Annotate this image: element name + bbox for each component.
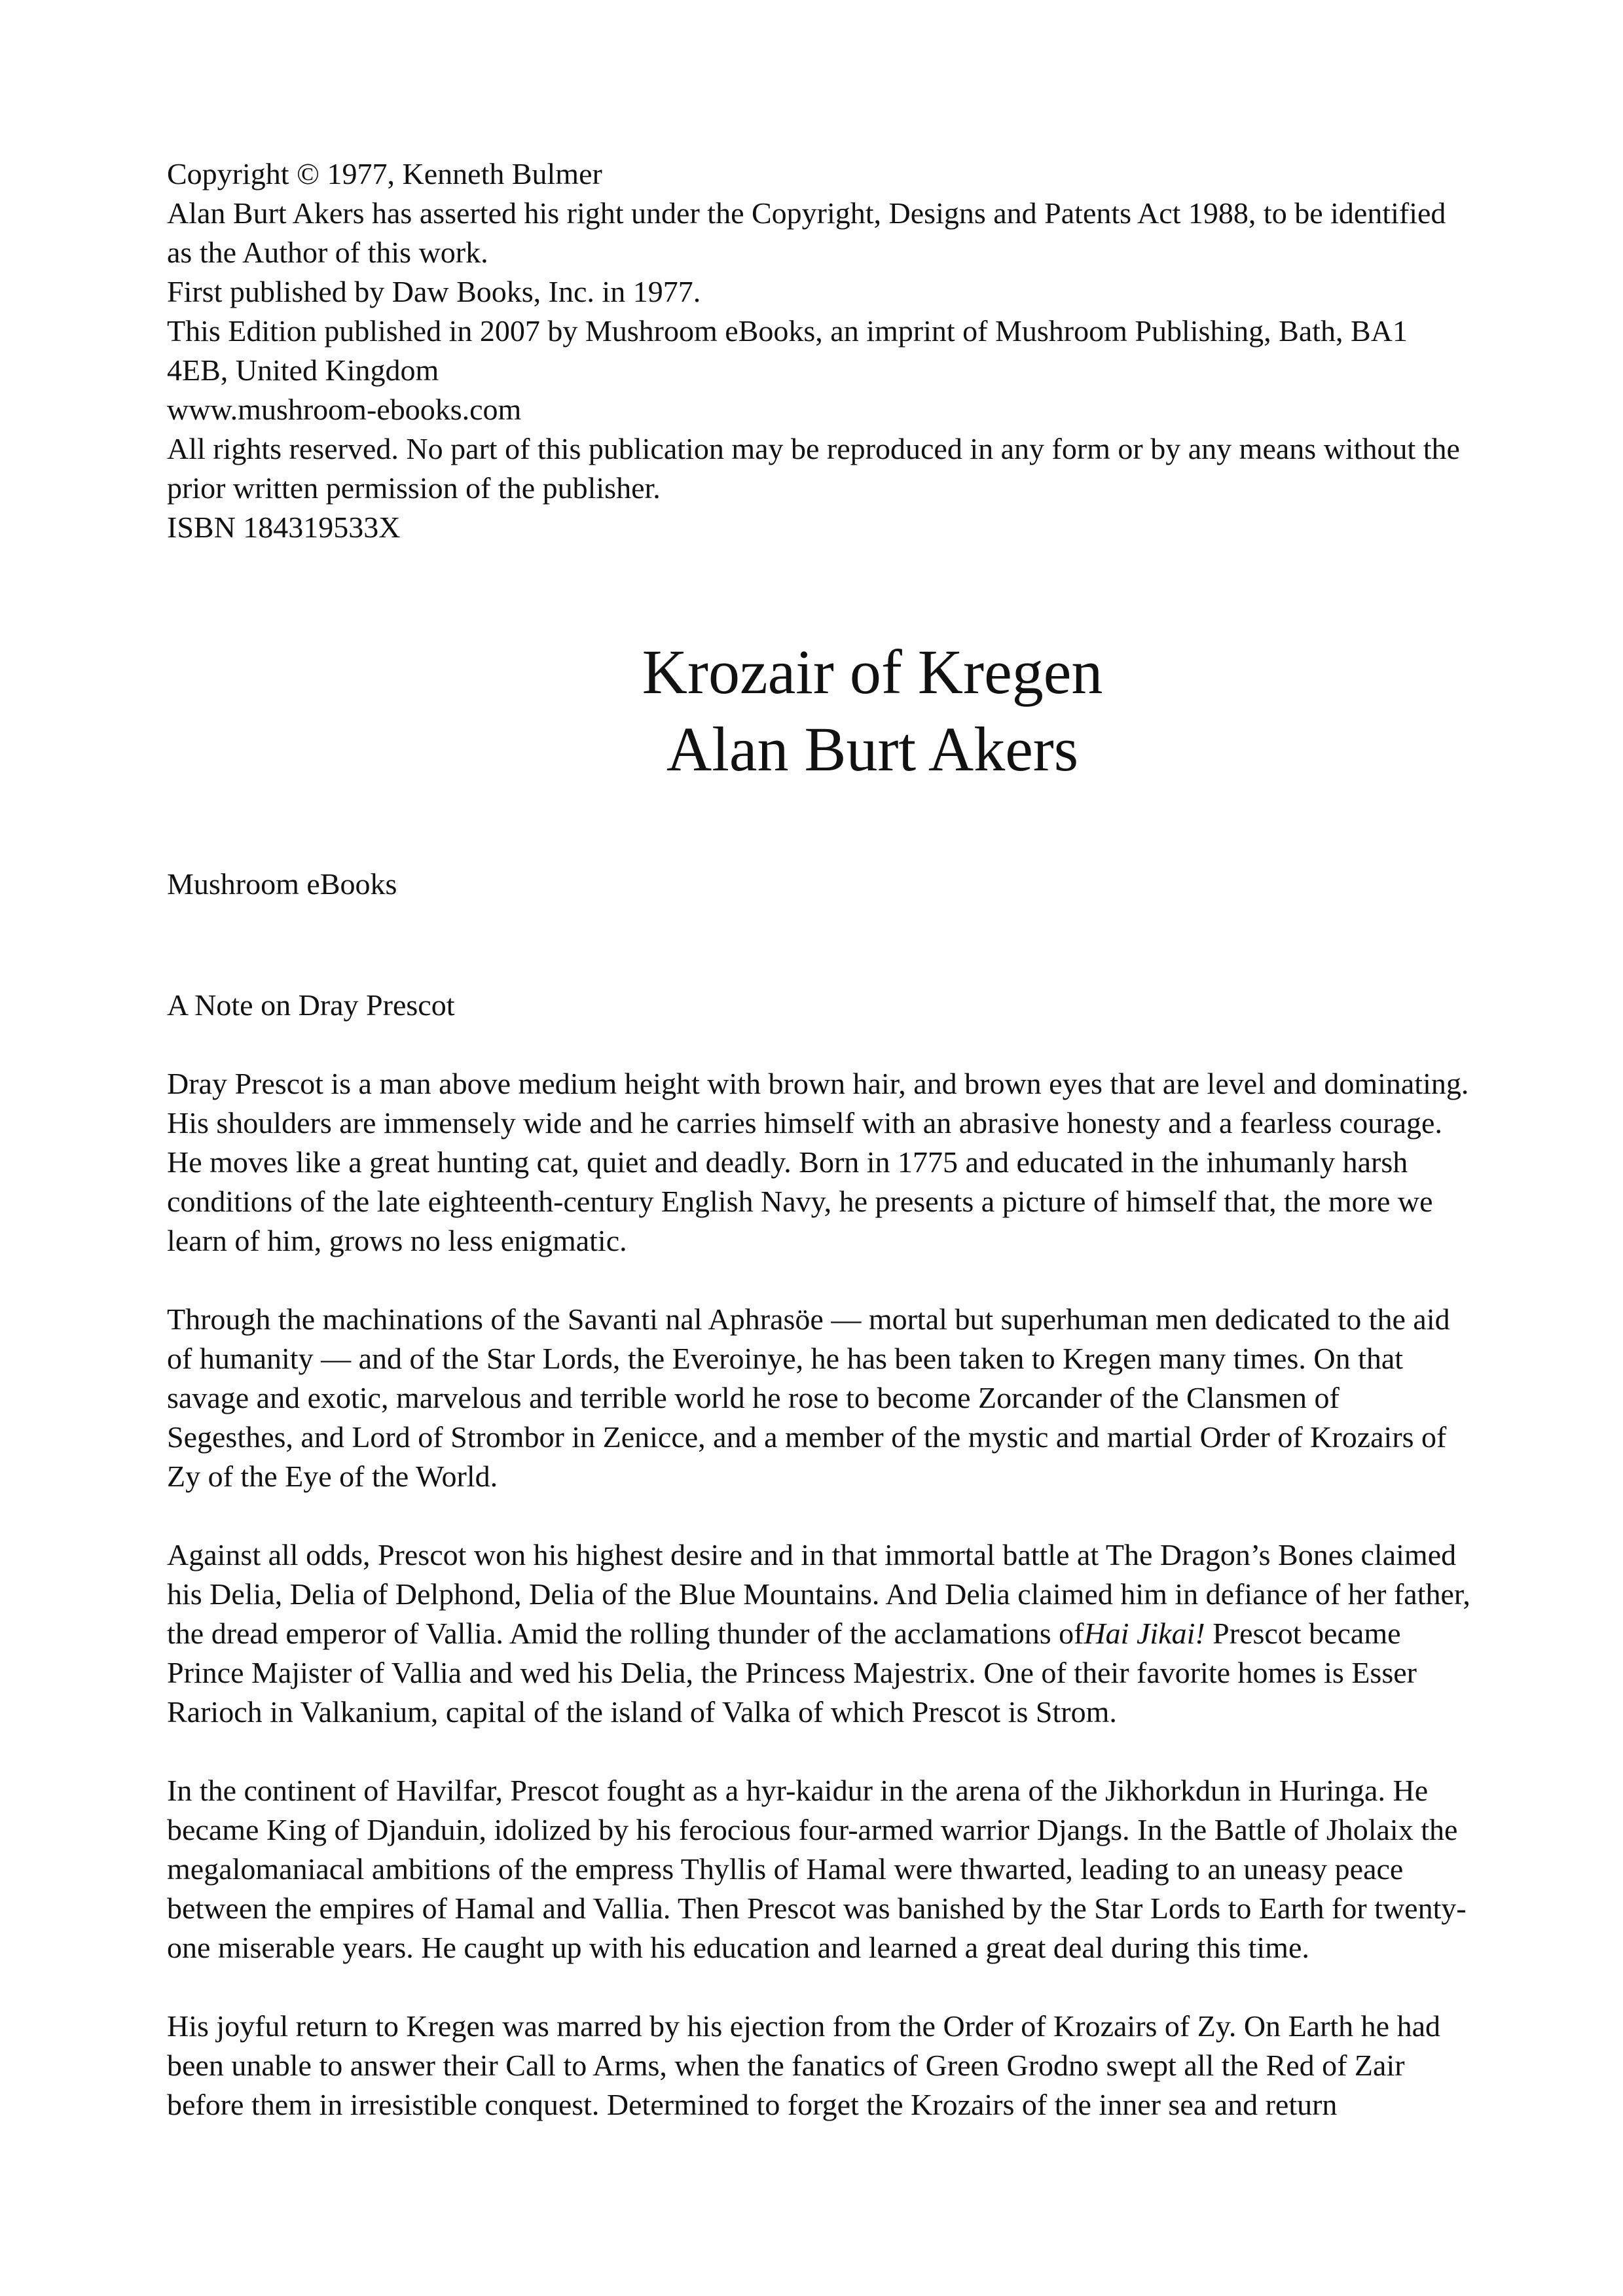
author-rights-statement: Alan Burt Akers has asserted his right under the Copyright, Designs and Patents Act 1988, to be identified as the Author of this work. <box>167 196 1446 269</box>
edition-line: This Edition published in 2007 by Mushroom eBooks, an imprint of Mushroom Publishing, Bath, BA1 4EB, United Kingdom <box>167 314 1408 387</box>
website-line: www.mushroom-ebooks.com <box>167 393 522 426</box>
copyright-line: Copyright © 1977, Kenneth Bulmer <box>167 157 602 190</box>
acclamation-italic: Hai Jikai! <box>1084 1617 1205 1650</box>
isbn-line: ISBN 184319533X <box>167 511 401 544</box>
paragraph: His joyful return to Kregen was marred by his ejection from the Order of Krozairs of Zy. On Earth he had been unable to answer their Call to Arms, when the fanatics of Green Grodno swept all the Red of Zair before them in irresistible conquest. Determined to forget the Krozairs of the inner sea and return <box>167 2009 1441 2121</box>
book-author: Alan Burt Akers <box>666 714 1079 784</box>
paragraph <box>167 1535 1473 1732</box>
note-heading: A Note on Dray Prescot <box>167 988 455 1022</box>
paragraph: Through the machinations of the Savanti nal Aphrasöe — mortal but superhuman men dedicated to the aid of humanity — and of the Star Lords, the Everoinye, he has been taken to Kregen many times. On that savage and exotic, marvelous and terrible world he rose to become Zorcander of the Clansmen of Segesthes, and Lord of Strombor in Zenicce, and a member of the mystic and martial Order of Krozairs of Zy of the Eye of the World. <box>167 1302 1450 1493</box>
publisher-name: Mushroom eBooks <box>167 867 397 901</box>
copyright-block <box>167 154 1473 547</box>
title-block <box>0 634 1623 788</box>
first-published-line: First published by Daw Books, Inc. in 1977. <box>167 275 701 308</box>
rights-reserved-line: All rights reserved. No part of this publication may be reproduced in any form or by any means without the prior written permission of the publisher. <box>167 432 1460 505</box>
note-body <box>167 1064 1473 2125</box>
book-title: Krozair of Kregen <box>642 637 1103 707</box>
paragraph: Dray Prescot is a man above medium height with brown hair, and brown eyes that are level and dominating. His shoulders are immensely wide and he carries himself with an abrasive honesty and a fearless courage. He moves like a great hunting cat, quiet and deadly. Born in 1775 and educated in the inhumanly harsh conditions of the late eighteenth-century English Navy, he presents a picture of himself that, the more we learn of him, grows no less enigmatic. <box>167 1067 1469 1257</box>
paragraph-text: Against all odds, Prescot won his highest desire and in that immortal battle at The Dragon’s Bones claimed his Delia, Delia of Delphond, Delia of the Blue Mountains. And Delia claimed him in defiance of her father, the dread emperor of Vallia. Amid the rolling thunder of the acclamations of <box>167 1538 1470 1650</box>
paragraph-text: Prescot became Prince Majister of Vallia and wed his Delia, the Princess Majestrix. One of their favorite homes is Esser Rarioch in Valkanium, capital of the island of Valka of which Prescot is Strom. <box>167 1617 1417 1729</box>
paragraph: In the continent of Havilfar, Prescot fought as a hyr-kaidur in the arena of the Jikhorkdun in Huringa. He became King of Djanduin, idolized by his ferocious four-armed warrior Djangs. In the Battle of Jholaix the megalomaniacal ambitions of the empress Thyllis of Hamal were thwarted, leading to an uneasy peace between the empires of Hamal and Vallia. Then Prescot was banished by the Star Lords to Earth for twenty-one miserable years. He caught up with his education and learned a great deal during this time. <box>167 1774 1467 1964</box>
